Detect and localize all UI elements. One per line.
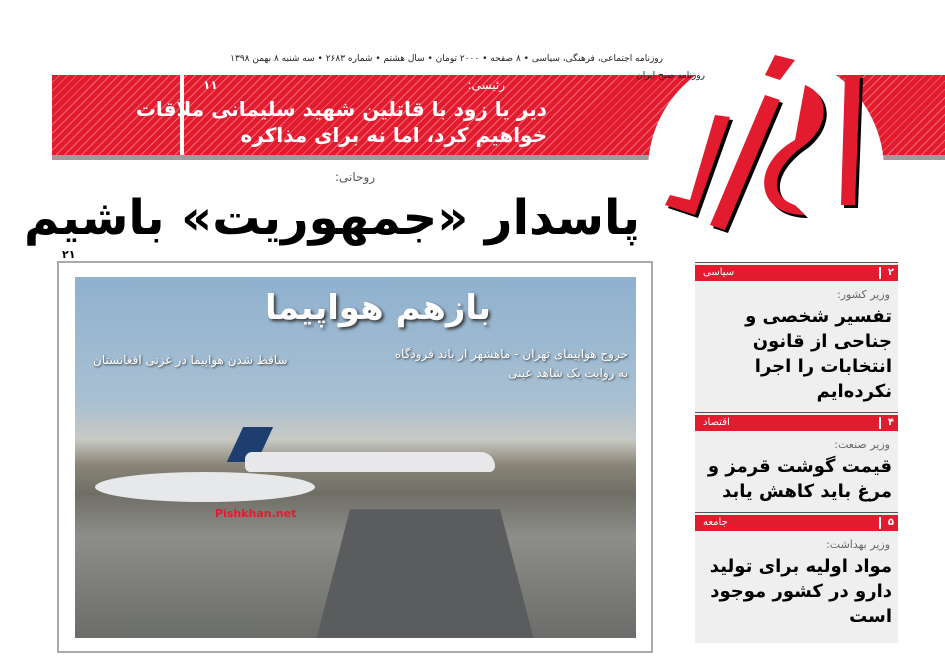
road	[313, 509, 538, 638]
story-kicker: وزیر کشور:	[836, 288, 890, 301]
story-kicker: وزیر صنعت:	[834, 438, 890, 451]
airplane	[245, 452, 495, 472]
section-page: ۴	[887, 417, 894, 428]
sidebar	[695, 262, 898, 643]
section-label: سیاسی	[703, 267, 735, 278]
main-kicker: روحانی:	[335, 170, 376, 184]
sidebar-section-politics	[695, 262, 898, 408]
lead-headline[interactable]: دیر یا زود با قاتلین شهید سلیمانی ملاقات خواهیم کرد، اما نه برای مذاکره	[135, 97, 547, 147]
newspaper-logo	[655, 55, 885, 245]
story-headline[interactable]: قیمت گوشت قرمز و مرغ باید کاهش یابد	[707, 456, 892, 502]
pipe	[879, 417, 881, 429]
sidebar-section-economy	[695, 412, 898, 508]
story-headline[interactable]: مواد اولیه برای تولید دارو در کشور موجود است	[709, 556, 892, 627]
main-headline[interactable]: پاسدار «جمهوریت» باشیم	[23, 190, 640, 246]
section-bar-economy[interactable]	[695, 415, 898, 431]
section-page: ۲	[887, 267, 894, 278]
sidebar-section-society	[695, 512, 898, 633]
section-label: جامعه	[703, 517, 728, 528]
watermark: Pishkhan.net	[215, 507, 297, 520]
section-bar-society[interactable]	[695, 515, 898, 531]
pipe	[879, 517, 881, 529]
tagline: روزنامه صبح ایران	[636, 71, 705, 81]
section-label: اقتصاد	[703, 417, 730, 428]
photo-title: بازهم هواپیما	[265, 288, 491, 328]
masthead-meta: روزنامه اجتماعی، فرهنگی، سیاسی • ۸ صفحه • ۲۰۰۰ تومان • سال هشتم • شماره ۲۶۸۳ • سه شنبه ۸ بهمن ۱۳۹۸	[230, 54, 663, 64]
photo-subtitle-1: خروج هواپیمای تهران - ماهشهر از باند فرودگاه به روایت یک شاهد عینی	[394, 347, 628, 380]
main-photo[interactable]	[75, 277, 636, 638]
section-page: ۵	[887, 517, 894, 528]
pipe	[879, 267, 881, 279]
main-page-number: ۲۱	[62, 248, 76, 261]
lead-kicker: رئیسی:	[467, 78, 505, 92]
photo-subtitle-2: ساقط شدن هواپیما در غزنی افغانستان	[93, 353, 288, 367]
foam-area	[95, 472, 315, 502]
story-headline[interactable]: تفسیر شخصی و جناحی از قانون انتخابات را اجرا نکرده‌ایم	[745, 306, 892, 402]
section-bar-politics[interactable]	[695, 265, 898, 281]
story-kicker: وزیر بهداشت:	[826, 538, 890, 551]
lead-page-number: ۱۱	[203, 78, 218, 92]
